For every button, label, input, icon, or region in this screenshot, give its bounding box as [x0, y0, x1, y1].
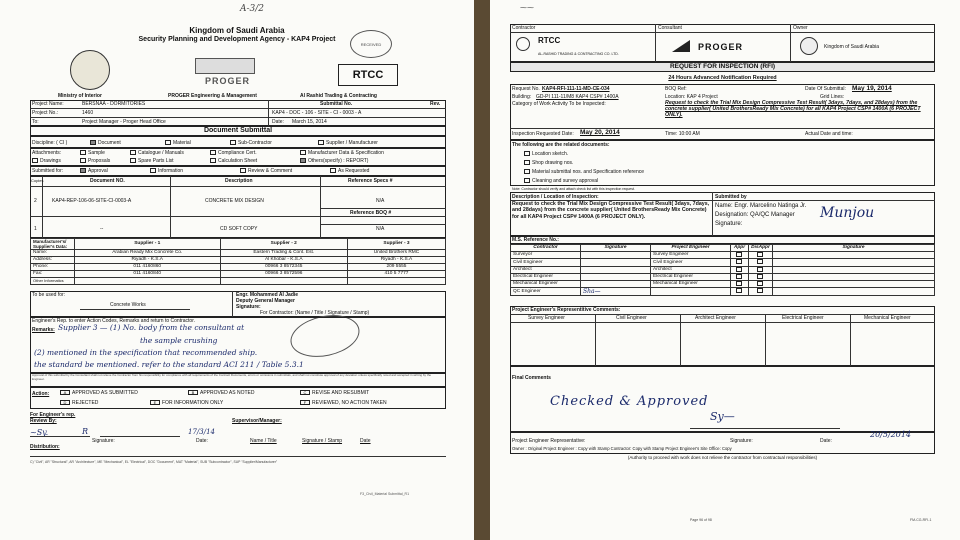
- review-date-handwriting: 17/3/14: [188, 428, 215, 436]
- agency-title: Security Planning and Development Agency - KAP4 Project: [138, 36, 336, 43]
- inspection-date: May 20, 2014: [580, 129, 620, 136]
- page-number: Page 96 of 98: [690, 518, 712, 522]
- document-submittal-page: A-3/2 Kingdom of Saudi Arabia Security Planning and Development Agency - KAP4 Project RECEIVED Ministry of Interior PROGER PROGER Engineering & Management RTCC Al Rashid Trading & Contracting Project Name: BERSNAA - DORMITORIES Submittal No. Rev. Project No.: 1460 KAP4 - DOC - 106 - SITE - CI - 0003 - A To: Project Manager - Proger Head Office Date: March 15, 2014 Document Submittal Discipline: ( CI ) Document Material Sub-Contractor Supplier / Manufacturer Attachments: Sample Catalogue / Manuals Compliance Cert. Manufacturer Data & Specification Drawings Proposals Spare Parts List Calculation Sheet Others(specify) : REPORT) Submitted for: Approval Information Review & Comment As Requested Copies Document NO. Description Reference Specs # 2 KAP4-REP-106-06-SITE-CI-0003-A CONCRETE MIX DESIGN N/A Reference BOQ # 1 -- CD SOFT COPY N/A Manufacturer's/ Supplier's Data: Supplier - 1 Supplier - 2 Supplier - 3 Name: Arabian Ready Mix Concrete Co. Eastern Trading & Cont. Est. United Brothers RMC Address: Riyadh - K.S.A Al Khobar - K.S.A Riyadh - K.S.A Phone: 011 4160860 00966 3 8572345 209 5555 Fax: 011 4160840 00966 3 8572596 410 5 7777 Other Informatics To be used for: Concrete Works Engr. Mohammed Al Jadie Deputy General Manager Signature: For Contractor: (Name / Title / Signature / Stamp) Engineer's Rep. to enter Action Codes, Remarks and return to Contractor. Remarks: Supplier 3 — (1) No. body from the consultant at the sample crushing (2) mentioned in the specification that recommended ship. the standard be mentioned. refer to the standard ACI 211 / Table 5.3.1 Approval of this submittal by the Consultant shall not relieve the Contractor from his responsibility for compliance with all requirements of the Contract Documents, errors or omissions in submittals, and shall not constitute approval of any deviation unless specifically noted and accepted in writing by the Engineer. Action: A APPROVED AS SUBMITTED B APPROVED AS NOTED C REVISE AND RESUBMIT D REJECTED E FOR INFORMATION ONLY F REVIEWED, NO ACTION TAKEN For Engineer's rep. Review By: Supervisor/Manager: ~Sy. R Signature: 17/3/14 Date: Name / Title Signature / Stamp Date Distribution: C) "Civil", AR "Structural", AR "Architecture", ME "Mechanical", EL "Electrical", DOC "Document", MAT "Material", SUB "Subcontractor", SUP "Supplier/Manufacturer" F3_Civil_Material Submittal_R1: [0, 0, 474, 540]
- center-divider-bar: [474, 0, 490, 540]
- action-b: B APPROVED AS NOTED: [188, 390, 254, 396]
- rev-label: Rev.: [430, 101, 441, 107]
- project-no-label: Project No.:: [32, 110, 59, 116]
- used-for-value: Concrete Works: [110, 302, 146, 308]
- building-value: GD-PI 111-11/M8 KAP4 CSP# 1400A: [536, 94, 619, 100]
- rtcc-emblem-icon: [516, 37, 530, 51]
- request-no: KAP4-RFI-111-11-MD-CE-034: [542, 86, 610, 92]
- remarks-label: Remarks:: [32, 327, 55, 333]
- final-date-handwriting: 20/5/2014: [870, 430, 912, 439]
- legend-line: C) "Civil", AR "Structural", AR "Architecture", ME "Mechanical", EL "Electrical", DOC "Document", MAT "Material", SUB "Subcontractor", SUP "Supplier/Manufacturer": [30, 460, 278, 464]
- contractor-name: Engr. Mohammed Al Jadie: [236, 292, 299, 298]
- discipline-label: Discipline: ( CI ): [32, 140, 68, 146]
- action-e: E FOR INFORMATION ONLY: [150, 400, 223, 406]
- date-value: March 15, 2014: [292, 119, 327, 125]
- work-category: Request to check the Trial Mix Design Compressive Test Result( 3days, 7days, and 28days) from the concrete supplier( United BrothersReady Mix Concrete) for all KAP4 Project CSP# 1400A (6 PROJECT ONLY).: [665, 100, 921, 119]
- project-name-value: BERSNAA - DORMITORIES: [82, 101, 146, 107]
- action-a: A APPROVED AS SUBMITTED: [60, 390, 138, 396]
- proger-logo-text: PROGER: [205, 76, 251, 86]
- footer-code: F3_Civil_Material Submittal_R1: [360, 492, 410, 496]
- reviewer-signature: ~Sy.: [30, 428, 49, 437]
- project-name-label: Project Name:: [32, 101, 64, 107]
- submitted-by-name: Engr. Marcelino Natinga Jr.: [734, 203, 807, 209]
- remarks-handwriting-1: Supplier 3 — (1) No. body from the consultant at: [58, 323, 245, 332]
- rtcc-logo: RTCC: [338, 64, 398, 86]
- contractor-title: Deputy General Manager: [236, 298, 295, 304]
- project-no-value: 1460: [82, 110, 94, 116]
- doc-number: KAP4-REP-106-06-SITE-CI-0003-A: [52, 198, 132, 204]
- remarks-handwriting-2: the sample crushing: [140, 336, 218, 345]
- discipline-supplier: Supplier / Manufacturer: [318, 140, 378, 146]
- submitted-for-label: Submitted for:: [32, 168, 64, 174]
- action-label: Action:: [32, 391, 50, 397]
- action-d: D REJECTED: [60, 400, 98, 406]
- submittal-no-label: Submittal No.: [320, 101, 353, 107]
- supplier-table: Manufacturer's/ Supplier's Data: Supplier - 1 Supplier - 2 Supplier - 3 Name: Arabian Ready Mix Concrete Co. Eastern Trading & Cont. Est. United Brothers RMC Address: Riyadh - K.S.A Al Khobar - K.S.A Riyadh - K.S.A Phone: 011 4160860 00966 3 8572345 209 5555 Fax: 011 4160840 00966 3 8572596 410 5 7777 Other Informatics: [30, 238, 446, 285]
- top-handwriting: A-3/2: [240, 4, 265, 14]
- engineer-signature: Sy—: [710, 410, 735, 423]
- to-value: Project Manager - Proger Head Office: [82, 119, 166, 125]
- authority-note: (Authority to proceed with work does not relieve the contractor from contractual responsibilities): [627, 455, 818, 460]
- discipline-document: Document: [90, 140, 121, 146]
- rfi-title: REQUEST FOR INSPECTION (RFI): [669, 63, 776, 70]
- form-code: FM-CG-RFI-1: [910, 518, 932, 522]
- engineer-rep-note: Engineer's Rep. to enter Action Codes, Remarks and return to Contractor.: [32, 318, 195, 324]
- document-submittal-title: Document Submittal: [203, 127, 273, 134]
- inspection-description: Request to check the Trial Mix Design Compressive Test Result( 3days, 7days, and 28days) from the concrete supplier( United BrothersReady Mix Concrete) for all KAP4 Project CSP# 1400A (6 PROJECT ONLY).: [512, 201, 710, 220]
- attachments-label: Attachments:: [32, 150, 62, 156]
- date-of-submittal: May 19, 2014: [852, 85, 892, 92]
- rfi-page: ⁓⁓ Contractor Consultant Owner RTCC AL-RASHID TRADING & CONTRACTING CO. LTD. PROGER Kingdom of Saudi Arabia REQUEST FOR INSPECTION (RFI) 24 Hours Advanced Notification Required Request No. KAP4-RFI-111-11-MD-CE-034 BOQ Ref: Date Of Submittal: May 19, 2014 Building: GD-PI 111-11/M8 KAP4 CSP# 1400A Location: KAP 4 Project Grid Lines: Category of Work Activity To be Inspected: Request to check the Trial Mix Design Compressive Test Result( 3days, 7days, and 28days) from the concrete supplier( United BrothersReady Mix Concrete) for all KAP4 Project CSP# 1400A (6 PROJECT ONLY). Inspection Requested Date: May 20, 2014 Time: 10:00 AM Actual Date and time: The following are the related documents: Location sketch. Shop drawing nos. Material submittal nos. and Specification reference Cleaning and survey approval Note: Contractor should verify and attach check list with this inspection request. Description / Location of Inspection: Request to check the Trial Mix Design Compressive Test Result( 3days, 7days, and 28days) from the concrete supplier( United BrothersReady Mix Concrete) for all KAP4 Project CSP# 1400A (6 PROJECT ONLY). Submitted by Name: Engr. Marcelino Natinga Jr. Designation: QA/QC Manager Signature: Munjou M.S. Reference No.: Contractor Signature Project Engineer Appr DisAppr Signature Surveyor Survey Engineer Civil Engineer Civil Engineer Architect Architect Electrical Engineer Electrical Engineer Mechanical Engineer Mechanical Engineer QC Engineer Sha— Project Engineer's Representitive Comments: Survey Engineer Civil Engineer Architect Engineer Electrical Engineer Mechanical Engineer Final Comments Checked & Approved Sy— Project Engineer Representative: Signature: Date: 20/5/2014 Owner : Original Project Engineer : Copy with Stamp Contractor: Copy with Stamp Project Engineer's Site Office: Copy (Authority to proceed with work does not relieve the contractor from contractual responsibilities) Page 96 of 98 FM-CG-RFI-1: [490, 0, 960, 540]
- rtcc-full-name: Al Rashid Trading & Contracting: [300, 93, 377, 99]
- discipline-subcontractor: Sub-Contractor: [230, 140, 272, 146]
- fine-print: Approval of this submittal by the Consultant shall not relieve the Contractor from his responsibility for compliance with all requirements of the Contract Documents, errors or omissions in submittals, and shall not constitute approval of any deviation unless specifically noted and accepted in writing by the Engineer.: [32, 374, 432, 381]
- ministry-emblem-icon: [70, 50, 110, 90]
- proger-logo-icon: [195, 58, 255, 74]
- proger-full-name: PROGER Engineering & Management: [168, 93, 257, 99]
- saudi-emblem-icon: [800, 37, 818, 55]
- submitter-signature: Munjou: [820, 205, 875, 221]
- advance-notice: 24 Hours Advanced Notification Required: [668, 75, 777, 81]
- submittal-code: KAP4 - DOC - 106 - SITE - CI - 0003 - A: [272, 110, 362, 116]
- ministry-label: Ministry of Interior: [58, 93, 102, 99]
- action-c: C REVISE AND RESUBMIT: [300, 390, 369, 396]
- date-label: Date:: [272, 119, 284, 125]
- action-f: F REVIEWED, NO ACTION TAKEN: [300, 400, 387, 406]
- to-label: To:: [32, 119, 39, 125]
- discipline-material: Material: [165, 140, 191, 146]
- used-for-label: To be used for:: [32, 292, 66, 298]
- final-comment-handwriting: Checked & Approved: [550, 394, 709, 409]
- kingdom-title: Kingdom of Saudi Arabia: [189, 26, 285, 35]
- received-stamp: RECEIVED: [350, 30, 392, 58]
- remarks-handwriting-4: the standard be mentioned. refer to the standard ACI 211 / Table 5.3.1: [34, 360, 304, 369]
- engineer-signoff-table: Contractor Signature Project Engineer Appr DisAppr Signature Surveyor Survey Engineer Civil Engineer Civil Engineer Architect Architect Electrical Engineer Electrical Engineer Mechanical Engineer Mechanical Engineer QC Engineer Sha—: [510, 244, 935, 296]
- for-contractor-note: For Contractor: (Name / Title / Signature / Stamp): [260, 310, 370, 316]
- contractor-signature-label: Signature:: [236, 304, 261, 310]
- remarks-handwriting-3: (2) mentioned in the specification that recommended ship.: [34, 348, 258, 357]
